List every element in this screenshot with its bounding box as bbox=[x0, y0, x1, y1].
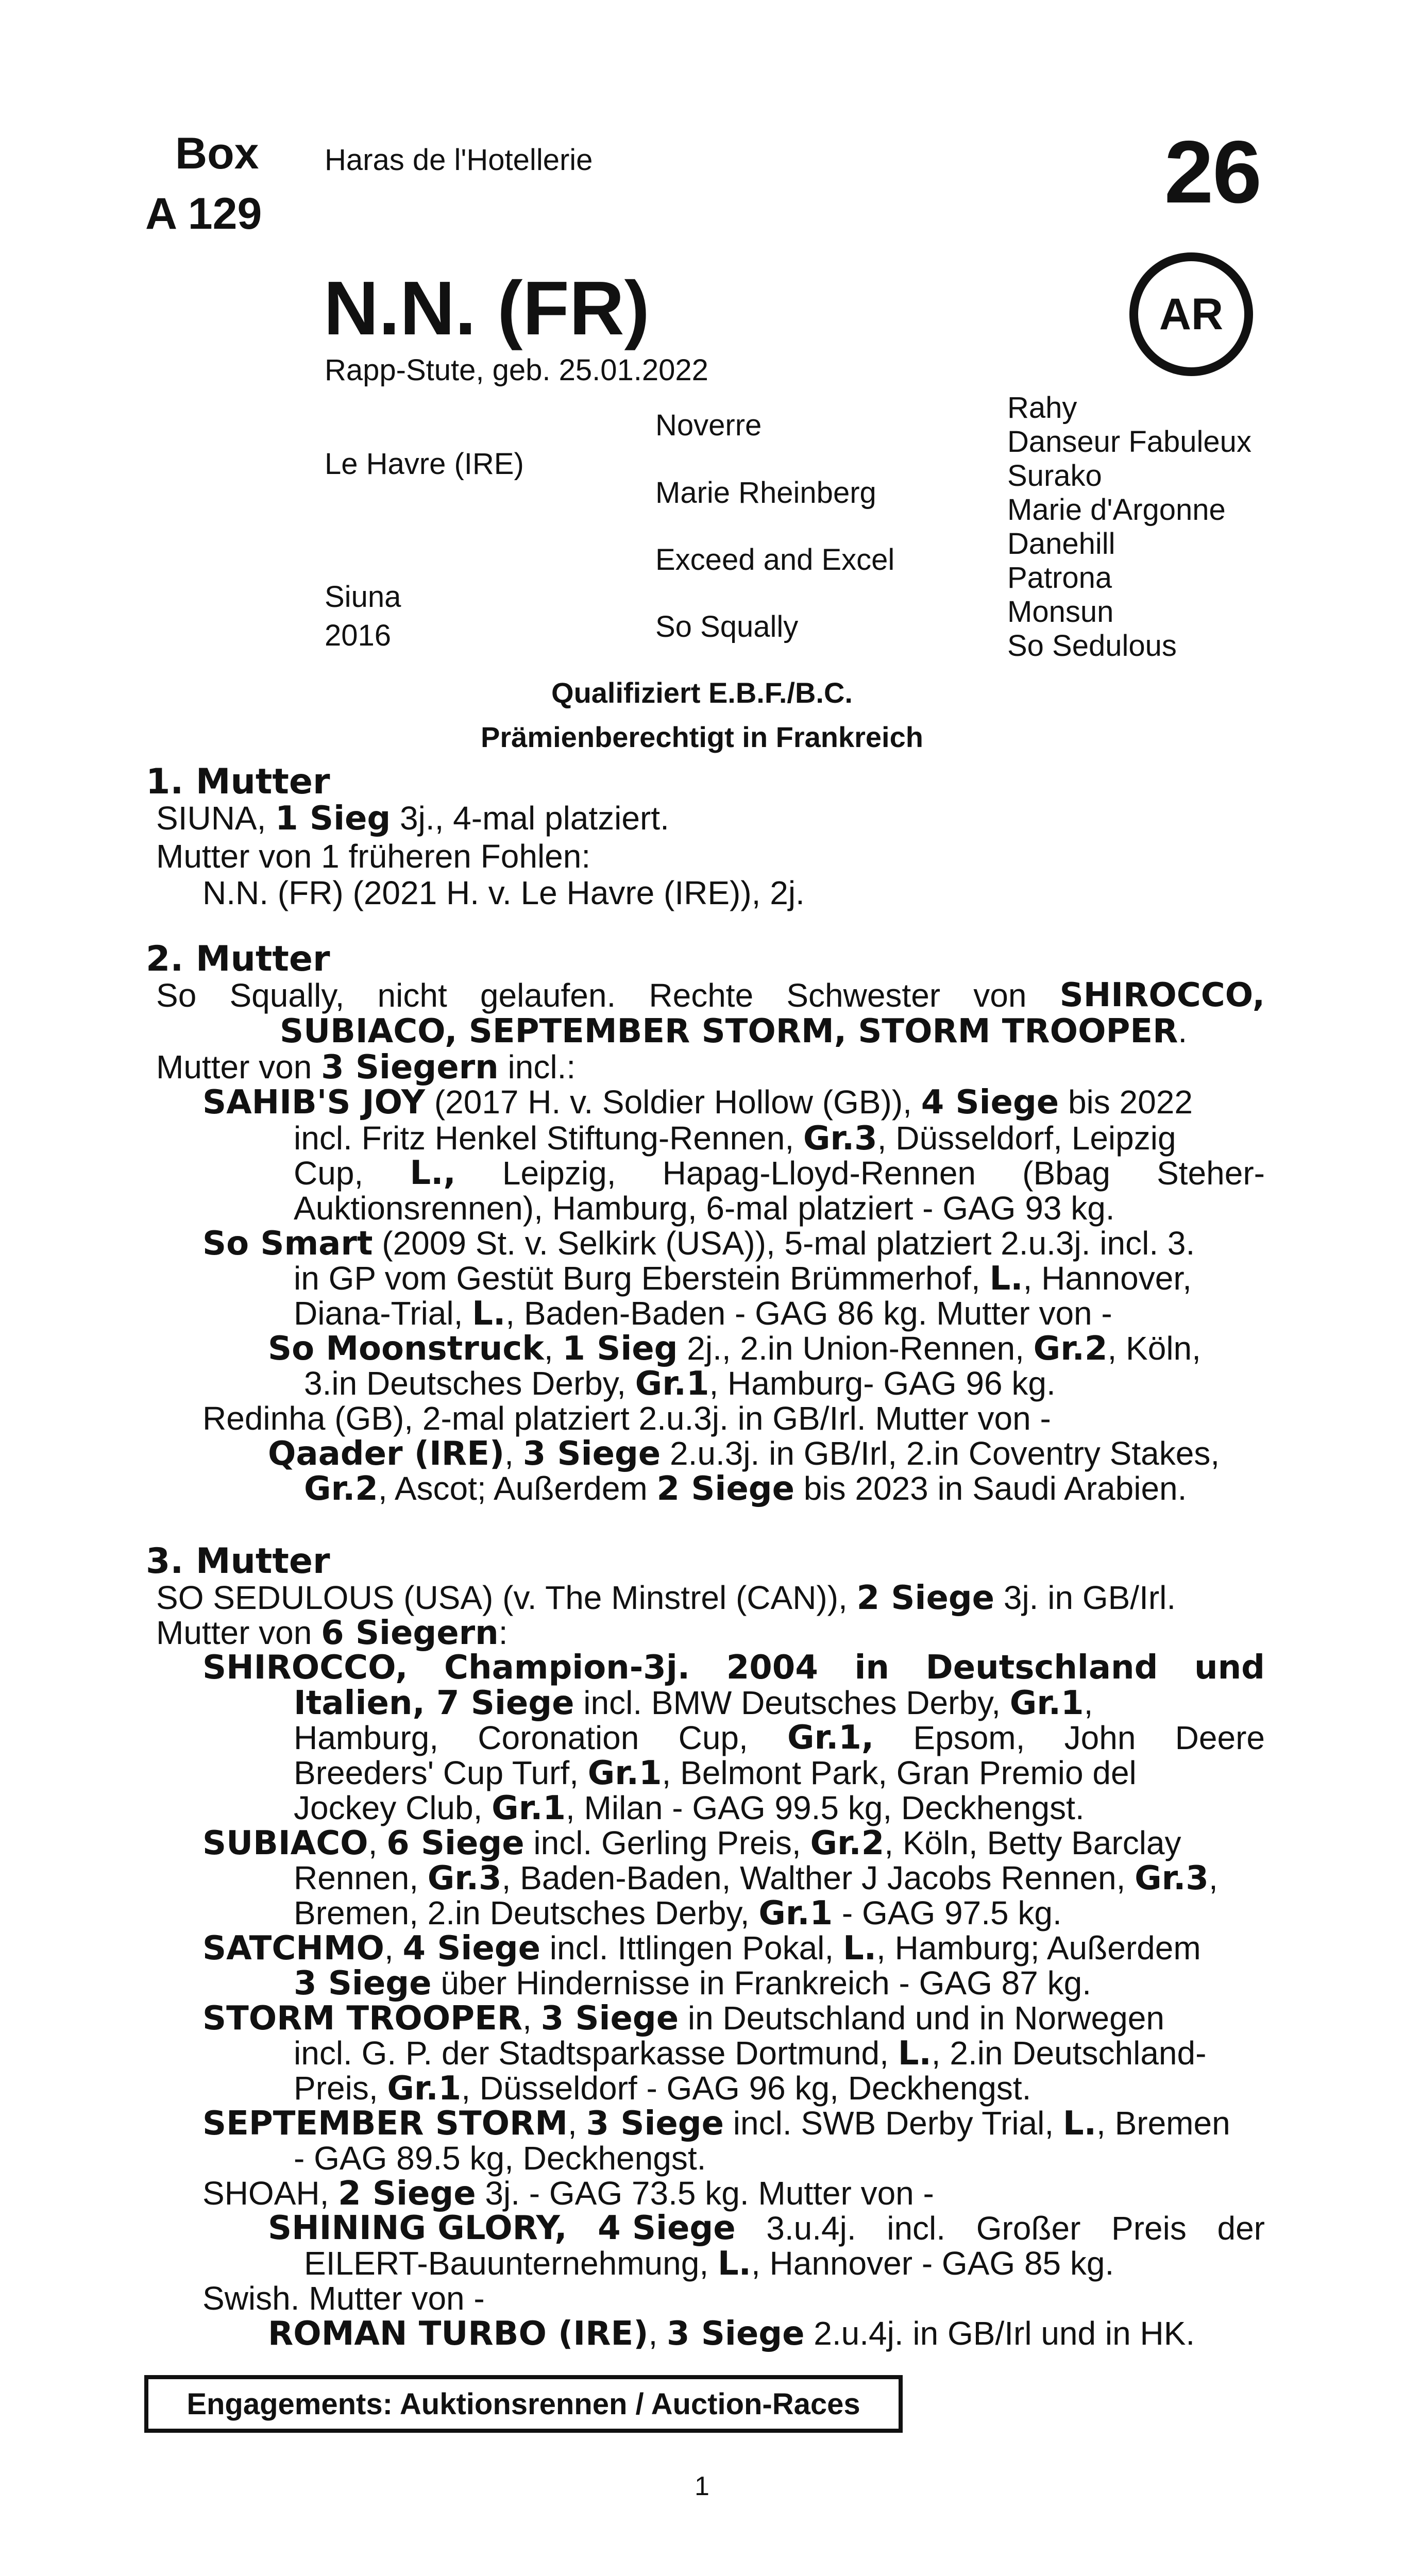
dam2-siblings: SUBIACO, SEPTEMBER STORM, STORM TROOPER. bbox=[280, 1012, 1188, 1050]
progeny-so-smart: So Smart (2009 St. v. Selkirk (USA)), 5-mal platziert 2.u.3j. incl. 3. bbox=[202, 1225, 1195, 1263]
progeny-detail: Hamburg, Coronation Cup, Gr.1, Epsom, John Deere bbox=[294, 1719, 1265, 1757]
pedigree-gen2: Noverre bbox=[655, 409, 762, 442]
qualification-premium: Prämienberechtigt in Frankreich bbox=[481, 721, 923, 753]
progeny-detail: Breeders' Cup Turf, Gr.1, Belmont Park, Gran Premio del bbox=[294, 1754, 1137, 1792]
page-number: 1 bbox=[695, 2471, 709, 2501]
progeny-detail: 3.in Deutsches Derby, Gr.1, Hamburg- GAG 96 kg. bbox=[304, 1365, 1056, 1403]
pedigree-gen2: Exceed and Excel bbox=[655, 543, 895, 577]
lot-number: 26 bbox=[1164, 123, 1261, 222]
progeny-detail: Bremen, 2.in Deutsches Derby, Gr.1 - GAG 97.5 kg. bbox=[294, 1894, 1062, 1933]
box-label: Box bbox=[175, 129, 259, 178]
progeny-september-storm: SEPTEMBER STORM, 3 Siege incl. SWB Derby Trial, L., Bremen bbox=[202, 2105, 1230, 2143]
progeny-so-moonstruck: So Moonstruck, 1 Sieg 2j., 2.in Union-Rennen, Gr.2, Köln, bbox=[268, 1330, 1201, 1368]
pedigree-gen3: Rahy bbox=[1007, 391, 1077, 425]
dam3-line: Mutter von 6 Siegern: bbox=[156, 1614, 508, 1652]
progeny-detail: Gr.2, Ascot; Außerdem 2 Siege bis 2023 in Saudi Arabien. bbox=[304, 1470, 1187, 1508]
pedigree-gen3: Monsun bbox=[1007, 595, 1114, 629]
progeny-storm-trooper: STORM TROOPER, 3 Siege in Deutschland und in Norwegen bbox=[202, 1999, 1164, 2038]
section-heading-dam3: 3. Mutter bbox=[146, 1541, 330, 1582]
progeny-detail: incl. Fritz Henkel Stiftung-Rennen, Gr.3, Düsseldorf, Leipzig bbox=[294, 1120, 1176, 1158]
progeny-detail: Italien, 7 Siege incl. BMW Deutsches Derby, Gr.1, bbox=[294, 1684, 1093, 1722]
pedigree-sire: Le Havre (IRE) bbox=[325, 447, 524, 481]
pedigree-gen3: Surako bbox=[1007, 459, 1102, 493]
dam2-line: Mutter von 3 Siegern incl.: bbox=[156, 1048, 576, 1087]
pedigree-gen3: Danehill bbox=[1007, 527, 1115, 561]
progeny-roman-turbo: ROMAN TURBO (IRE), 3 Siege 2.u.4j. in GB/Irl und in HK. bbox=[268, 2315, 1195, 2353]
dam2-line: So Squally, nicht gelaufen. Rechte Schwester von SHIROCCO, bbox=[156, 976, 1265, 1014]
progeny-detail: Cup, L., Leipzig, Hapag-Lloyd-Rennen (Bbag Steher- bbox=[294, 1154, 1265, 1192]
box-number: A 129 bbox=[145, 189, 262, 239]
pedigree-dam-year: 2016 bbox=[325, 619, 392, 652]
progeny-detail: in GP vom Gestüt Burg Eberstein Brümmerhof, L., Hannover, bbox=[294, 1260, 1192, 1298]
progeny-shoah: SHOAH, 2 Siege 3j. - GAG 73.5 kg. Mutter von - bbox=[202, 2175, 934, 2213]
section-heading-dam2: 2. Mutter bbox=[146, 939, 330, 979]
progeny-detail: EILERT-Bauunternehmung, L., Hannover - GAG 85 kg. bbox=[304, 2245, 1114, 2283]
progeny-subiaco: SUBIACO, 6 Siege incl. Gerling Preis, Gr.2, Köln, Betty Barclay bbox=[202, 1824, 1181, 1862]
progeny-detail: - GAG 89.5 kg, Deckhengst. bbox=[294, 2140, 706, 2177]
progeny-detail: incl. G. P. der Stadtsparkasse Dortmund, L., 2.in Deutschland- bbox=[294, 2035, 1207, 2073]
progeny-shining-glory: SHINING GLORY, 4 Siege 3.u.4j. incl. Großer Preis der bbox=[268, 2209, 1265, 2247]
pedigree-gen2: Marie Rheinberg bbox=[655, 476, 876, 510]
pedigree-gen3: Danseur Fabuleux bbox=[1007, 425, 1251, 459]
section-heading-dam1: 1. Mutter bbox=[146, 761, 330, 802]
horse-name: N.N. (FR) bbox=[324, 266, 650, 351]
pedigree-gen2: So Squally bbox=[655, 610, 799, 643]
pedigree-gen3: Marie d'Argonne bbox=[1007, 493, 1226, 527]
progeny-satchmo: SATCHMO, 4 Siege incl. Ittlingen Pokal, L., Hamburg; Außerdem bbox=[202, 1929, 1201, 1968]
progeny-detail: Diana-Trial, L., Baden-Baden - GAG 86 kg. Mutter von - bbox=[294, 1295, 1112, 1333]
engagements-box: Engagements: Auktionsrennen / Auction-Races bbox=[144, 2375, 903, 2433]
progeny-detail: 3 Siege über Hindernisse in Frankreich - GAG 87 kg. bbox=[294, 1964, 1091, 2003]
progeny-detail: Auktionsrennen), Hamburg, 6-mal platziert - GAG 93 kg. bbox=[294, 1190, 1115, 1227]
progeny-qaader: Qaader (IRE), 3 Siege 2.u.3j. in GB/Irl, 2.in Coventry Stakes, bbox=[268, 1435, 1220, 1473]
dam1-line: SIUNA, 1 Sieg 3j., 4-mal platziert. bbox=[156, 800, 669, 838]
progeny-sahibs-joy: SAHIB'S JOY (2017 H. v. Soldier Hollow (GB)), 4 Siege bis 2022 bbox=[202, 1083, 1193, 1122]
ar-badge: AR bbox=[1129, 252, 1253, 376]
progeny-detail: Jockey Club, Gr.1, Milan - GAG 99.5 kg, Deckhengst. bbox=[294, 1789, 1085, 1827]
progeny-shirocco: SHIROCCO, Champion-3j. 2004 in Deutschland und bbox=[202, 1649, 1265, 1687]
progeny-detail: Rennen, Gr.3, Baden-Baden, Walther J Jacobs Rennen, Gr.3, bbox=[294, 1859, 1218, 1897]
pedigree-dam: Siuna bbox=[325, 580, 401, 614]
qualification-ebf: Qualifiziert E.B.F./B.C. bbox=[551, 676, 853, 709]
progeny-redinha: Redinha (GB), 2-mal platziert 2.u.3j. in GB/Irl. Mutter von - bbox=[202, 1400, 1051, 1437]
dam1-line: Mutter von 1 früheren Fohlen: bbox=[156, 838, 591, 875]
horse-description: Rapp-Stute, geb. 25.01.2022 bbox=[325, 353, 708, 387]
breeder-name: Haras de l'Hotellerie bbox=[325, 143, 593, 177]
pedigree-gen3: So Sedulous bbox=[1007, 629, 1177, 663]
pedigree-gen3: Patrona bbox=[1007, 561, 1112, 595]
progeny-detail: Preis, Gr.1, Düsseldorf - GAG 96 kg, Deckhengst. bbox=[294, 2070, 1031, 2108]
progeny-swish: Swish. Mutter von - bbox=[202, 2280, 485, 2317]
dam1-foal: N.N. (FR) (2021 H. v. Le Havre (IRE)), 2j. bbox=[202, 874, 805, 911]
dam3-line: SO SEDULOUS (USA) (v. The Minstrel (CAN)), 2 Siege 3j. in GB/Irl. bbox=[156, 1579, 1176, 1617]
